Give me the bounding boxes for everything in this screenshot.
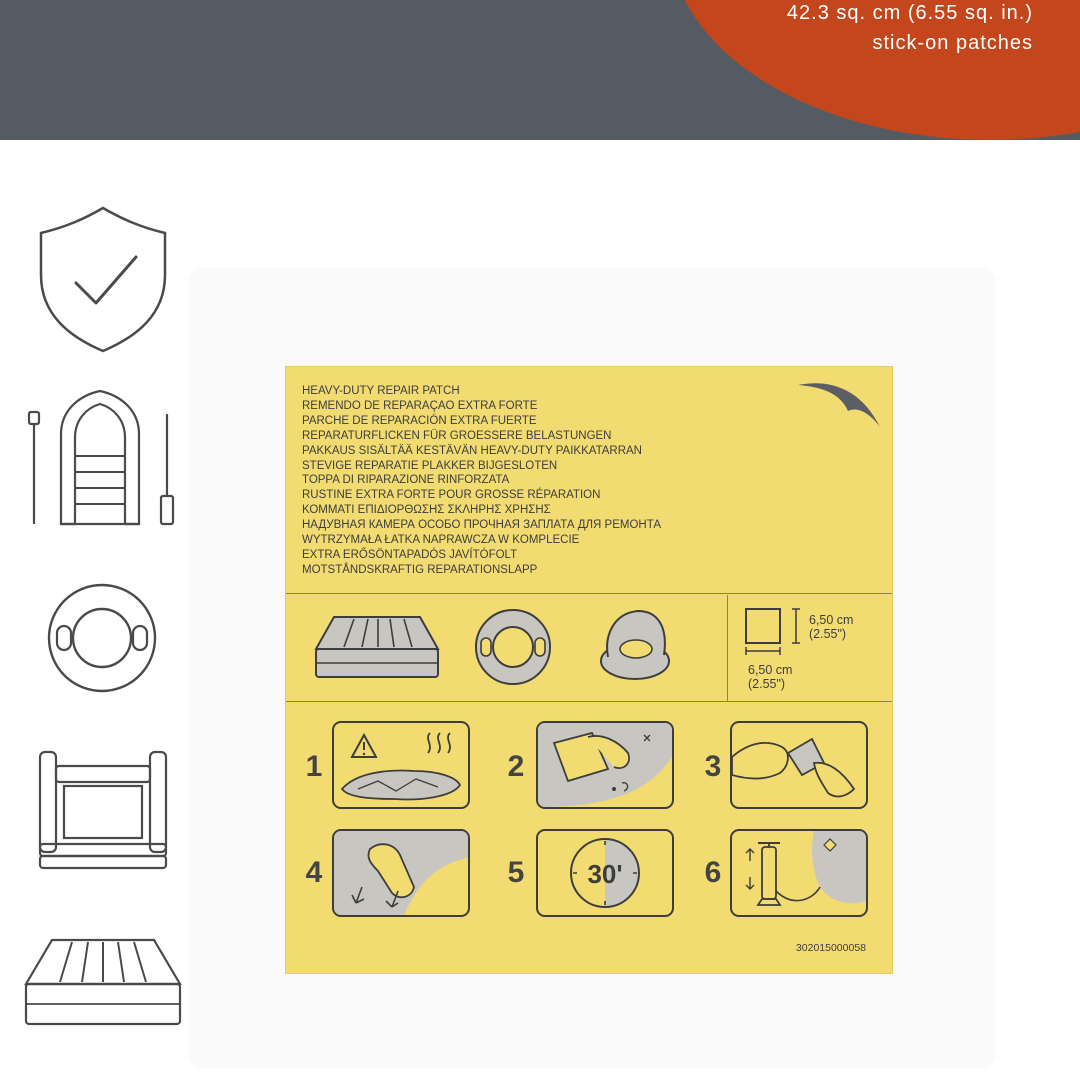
swim-ring-product-icon bbox=[472, 607, 554, 687]
step-1-box bbox=[332, 721, 470, 809]
header-text bbox=[787, 0, 1033, 58]
step-4-box bbox=[332, 829, 470, 917]
air-mattress-icon bbox=[22, 934, 184, 1030]
hand-pump-icon bbox=[732, 831, 866, 915]
step-6-box bbox=[730, 829, 868, 917]
step-number: 2 bbox=[507, 750, 525, 783]
inflatable-chair-product-icon bbox=[594, 605, 676, 685]
language-line: MOTSTÅNDSKRAFTIG REPARATIONSLAPP bbox=[302, 563, 538, 576]
peel-corner-icon bbox=[794, 377, 884, 433]
patch-size-text: 42.3 sq. cm (6.55 sq. in.) bbox=[786, 2, 1033, 24]
mattress-product-icon bbox=[314, 613, 440, 681]
peel-backing-icon bbox=[732, 723, 866, 807]
language-line: RUSTINE EXTRA FORTE POUR GROSSE RÉPARATION bbox=[302, 489, 601, 502]
language-line: ΚΟΜΜΑΤΙ ΕΠΙΔΙΟΡΘΩΣΗΣ ΣΚΛΗΡΗΣ ΧΡΗΣΗΣ bbox=[302, 504, 551, 517]
step-number: 6 bbox=[704, 856, 722, 889]
step-number: 3 bbox=[704, 750, 722, 783]
apply-patch-icon bbox=[334, 831, 468, 915]
inflatable-boat-icon bbox=[22, 388, 182, 533]
dimension-width bbox=[748, 663, 792, 691]
language-line: PAKKAUS SISÄLTÄÄ KESTÄVÄN HEAVY-DUTY PAIKKATARRAN bbox=[302, 444, 642, 457]
clean-surface-icon bbox=[538, 723, 672, 807]
language-line: EXTRA ERŐSÖNTAPADÓS JAVÍTÓFOLT bbox=[302, 548, 518, 561]
timer-icon bbox=[538, 831, 672, 915]
dimension-width-in: (2.55") bbox=[748, 677, 786, 691]
warning-heat-icon bbox=[334, 723, 468, 807]
language-line: REMENDO DE REPARAÇAO EXTRA FORTE bbox=[302, 399, 538, 412]
section-divider bbox=[286, 593, 892, 594]
language-line: STEVIGE REPARATIE PLAKKER BIJGESLOTEN bbox=[302, 459, 558, 472]
dimension-height-cm: 6,50 cm bbox=[809, 613, 854, 627]
section-divider bbox=[286, 701, 892, 702]
step-number: 1 bbox=[305, 750, 323, 783]
timer-label: 30' bbox=[587, 859, 623, 889]
swim-ring-icon bbox=[44, 582, 160, 694]
dimension-height-in: (2.55") bbox=[809, 627, 847, 641]
dimension-height bbox=[809, 613, 853, 641]
language-line: REPARATURFLICKEN FÜR GROESSERE BELASTUNGEN bbox=[302, 429, 612, 442]
shield-check-icon bbox=[36, 205, 170, 355]
repair-patch-label bbox=[285, 366, 893, 974]
patch-type-text: stick-on patches bbox=[872, 32, 1033, 54]
step-3-box bbox=[730, 721, 868, 809]
header-bar bbox=[0, 0, 1080, 140]
language-line: НАДУВНАЯ КАМЕРА ОСОБО ПРОЧНАЯ ЗАПЛАТА ДЛЯ РЕМОНТА bbox=[302, 519, 662, 532]
step-number: 5 bbox=[507, 856, 525, 889]
dimension-width-cm: 6,50 cm bbox=[748, 663, 793, 677]
language-line: HEAVY-DUTY REPAIR PATCH bbox=[302, 385, 460, 397]
language-line: TOPPA DI RIPARAZIONE RINFORZATA bbox=[302, 474, 510, 487]
language-line: WYTRZYMAŁA ŁATKA NAPRAWCZA W KOMPLECIE bbox=[302, 534, 580, 547]
patch-dimension-icon bbox=[742, 605, 812, 657]
language-list bbox=[302, 384, 782, 578]
product-code: 302015000058 bbox=[795, 942, 866, 954]
step-2-box bbox=[536, 721, 674, 809]
language-line: PARCHE DE REPARACIÓN EXTRA FUERTE bbox=[302, 414, 537, 427]
bounce-house-icon bbox=[36, 744, 170, 872]
section-divider bbox=[727, 595, 728, 701]
step-5-box bbox=[536, 829, 674, 917]
step-number: 4 bbox=[305, 856, 323, 889]
